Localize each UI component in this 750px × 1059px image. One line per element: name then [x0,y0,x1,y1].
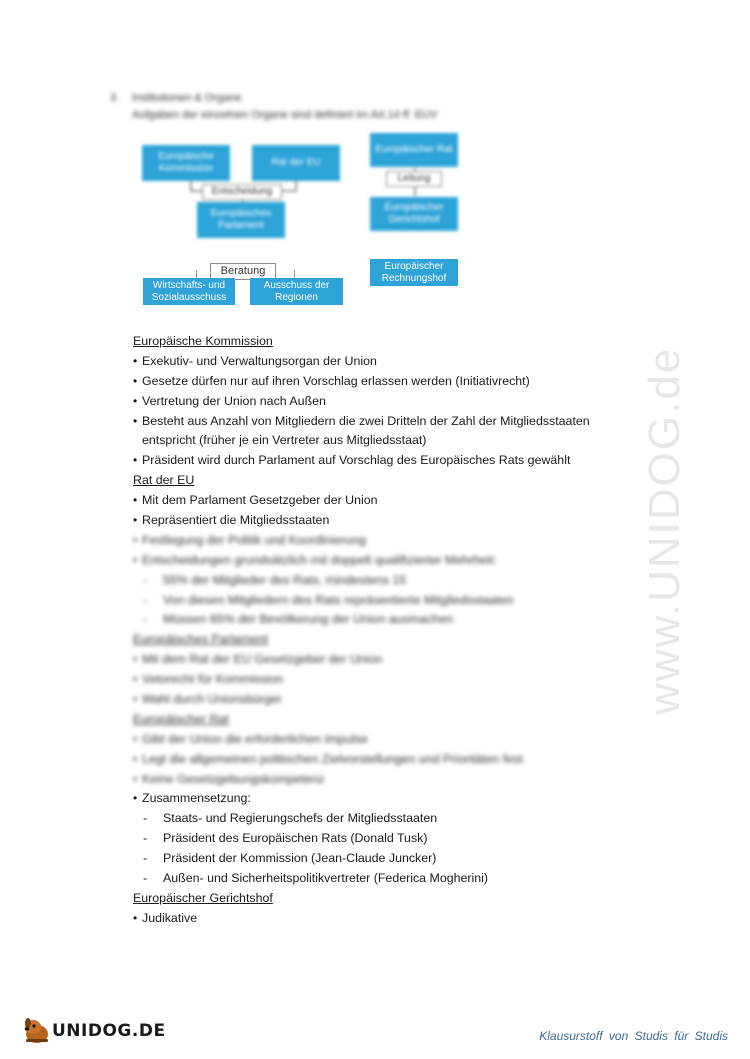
bullet: • Judikative [133,909,653,929]
dash-item: - Müssen 65% der Bevölkerung der Union ausmachen [143,612,453,627]
bullet: • Vetorecht für Kommission [133,670,653,690]
dash-item: - Außen- und Sicherheitspolitikvertreter (Federica Mogherini) [143,871,489,886]
bullet: • Mit dem Parlament Gesetzgeber der Union [133,491,653,511]
document-body [133,332,653,929]
blurred-region [133,531,653,790]
heading-europaeischer-rat: Europäischer Rat [133,711,229,726]
bullet: • Vertretung der Union nach Außen [133,392,653,412]
bullet: • Festlegung der Politik und Koordinierung [133,531,653,551]
box-wirtschafts-und-sozialausschuss: Wirtschafts- und Sozialausschuss [143,278,235,305]
label-leitung: Leitung [386,171,442,187]
section-number: 3. [110,92,120,104]
heading-parlament: Europäisches Parlament [133,632,268,647]
footer-tagline: Klausurstoff von Studis für Studis [539,1029,728,1043]
heading-gerichtshof: Europäischer Gerichtshof [133,890,273,905]
box-rat-der-eu: Rat der EU [252,145,340,181]
watermark: www.UNIDOG.de [640,346,689,715]
bullet: • Legt die allgemeinen politischen Zielvorstellungen und Prioritäten fest [133,750,653,770]
dog-mascot-icon [22,1013,56,1047]
dash-item: - Staats- und Regierungschefs der Mitgliedsstaaten [143,811,438,826]
bullet: • Repräsentiert die Mitgliedsstaaten [133,511,653,531]
box-ausschuss-der-regionen: Ausschuss der Regionen [250,278,343,305]
section-title: Institutionen & Organe [132,92,242,104]
dash-item: - Präsident des Europäischen Rats (Donald Tusk) [143,831,428,846]
section-subtitle: Aufgaben der einzelnen Organe sind definiert im Art.14 ff. EUV [132,109,438,121]
box-europaeisches-parlament: Europäisches Parlament [197,202,285,238]
box-europaeischer-gerichtshof: Europäischer Gerichtshof [370,197,458,231]
bullet-continuation: entspricht (früher je ein Vertreter aus Mitgliedsstaat) [142,433,427,448]
bullet: • Wahl durch Unionsbürger [133,690,653,710]
bullet: • Gibt der Union die erforderlichen Impulse [133,730,653,750]
bullet: • Präsident wird durch Parlament auf Vorschlag des Europäisches Rats gewählt [133,451,653,471]
logo-text: UNIDOG.DE [52,1021,166,1041]
box-europaeische-kommission: Europäische Kommission [142,145,230,181]
bullet: • Exekutiv- und Verwaltungsorgan der Union [133,352,653,372]
bullet: • Besteht aus Anzahl von Mitgliedern die zwei Dritteln der Zahl der Mitgliedsstaaten [133,412,653,432]
bullet: • Mit dem Rat der EU Gesetzgeber der Union [133,650,653,670]
unidog-logo[interactable] [22,1013,166,1047]
box-europaeischer-rechnungshof: Europäischer Rechnungshof [370,259,458,286]
bullet: • Keine Gesetzgebungskompetenz [133,770,653,790]
bullet: • Entscheidungen grundsätzlich mit doppelt qualifizierter Mehrheit: [133,551,653,571]
label-beratung: Beratung [210,263,276,280]
dash-item: - Von diesen Mitgliedern des Rats repräsentierte Mitgliedsstaaten [143,592,514,607]
box-europaeischer-rat: Europäischer Rat [370,133,458,167]
section-heading [110,90,438,124]
bullet: • Zusammensetzung: [133,789,653,809]
dash-item: - 55% der Mitglieder des Rats, mindestens 15 [143,572,407,587]
dash-item: - Präsident der Kommission (Jean-Claude Juncker) [143,851,437,866]
heading-rat: Rat der EU [133,473,195,488]
label-entscheidung: Entscheidung [202,184,282,200]
heading-kommission: Europäische Kommission [133,334,273,348]
bullet: • Gesetze dürfen nur auf ihren Vorschlag erlassen werden (Initiativrecht) [133,372,653,392]
